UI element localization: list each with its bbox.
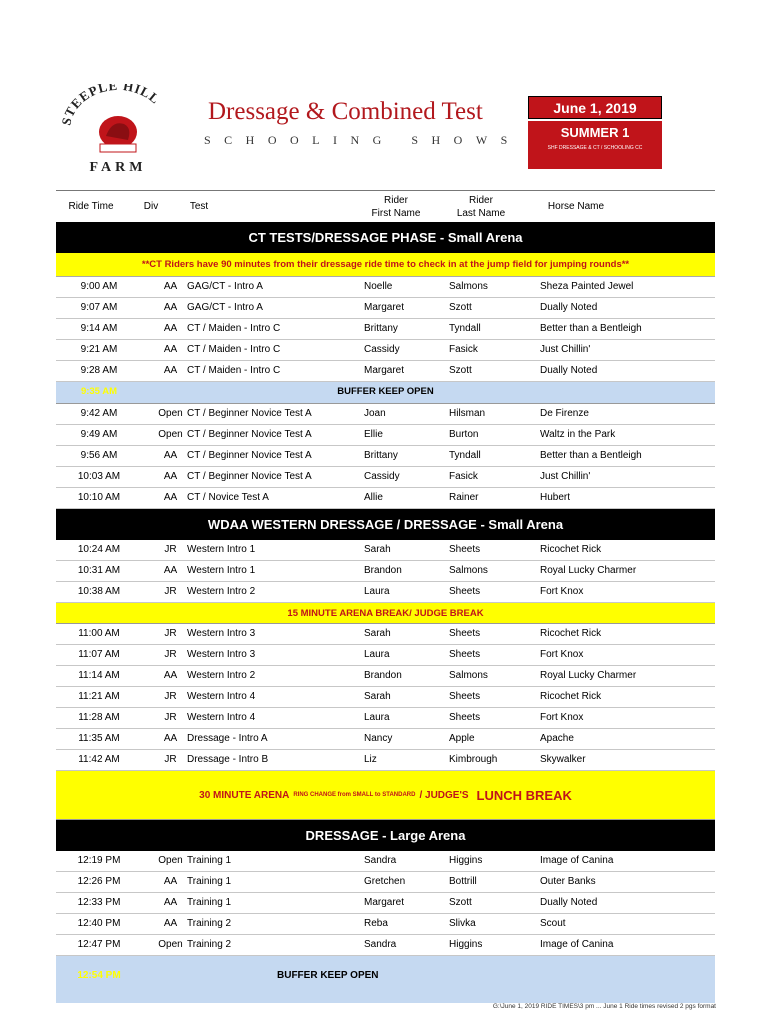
ride-time: 10:31 AM	[77, 565, 121, 576]
ride-time: 9:00 AM	[80, 281, 118, 292]
test-name: Western Intro 1	[187, 544, 256, 555]
rider-last-name: Tyndall	[449, 323, 481, 334]
ride-time: 9:56 AM	[80, 450, 118, 461]
division: JR	[164, 754, 177, 765]
rider-last-name: Salmons	[449, 565, 488, 576]
rider-first-name: Ellie	[364, 429, 383, 440]
farm-logo	[62, 84, 174, 176]
rider-first-name: Cassidy	[364, 344, 400, 355]
table-row	[56, 467, 715, 488]
rider-last-name: Sheets	[449, 628, 481, 639]
table-row	[56, 488, 715, 509]
rider-last-name: Burton	[449, 429, 479, 440]
ride-time: 9:42 AM	[80, 408, 118, 419]
division: AA	[163, 344, 178, 355]
rider-last-name: Sheets	[449, 544, 481, 555]
test-name: Western Intro 2	[187, 586, 256, 597]
test-name: Western Intro 3	[187, 628, 256, 639]
rider-first-name: Margaret	[364, 302, 405, 313]
table-row	[56, 446, 715, 467]
end-buffer-time: 12:54 PM	[77, 970, 121, 981]
horse-name: Royal Lucky Charmer	[540, 565, 637, 576]
horse-name: Scout	[540, 918, 566, 929]
section-ct: CT TESTS/DRESSAGE PHASE - Small Arena	[56, 222, 715, 253]
col-horse: Horse Name	[547, 201, 605, 213]
table-row	[56, 340, 715, 361]
horse-name: Outer Banks	[540, 876, 596, 887]
rider-first-name: Sarah	[364, 544, 391, 555]
test-name: Western Intro 4	[187, 691, 256, 702]
rider-last-name: Slivka	[449, 918, 476, 929]
division: JR	[164, 691, 177, 702]
horse-name: Apache	[540, 733, 574, 744]
horse-name: Ricochet Rick	[540, 628, 602, 639]
series-badge	[528, 121, 662, 169]
rider-first-name: Margaret	[364, 897, 405, 908]
horse-name: Dually Noted	[540, 302, 598, 313]
ride-time: 11:00 AM	[78, 628, 120, 639]
section-large-arena: DRESSAGE - Large Arena	[56, 820, 715, 851]
table-row	[56, 872, 715, 893]
ride-time: 12:33 PM	[77, 897, 121, 908]
table-row	[56, 582, 715, 603]
table-row	[56, 645, 715, 666]
ride-time: 9:14 AM	[80, 323, 118, 334]
table-row	[56, 277, 715, 298]
ride-time: 10:24 AM	[77, 544, 121, 555]
rider-first-name: Sandra	[364, 855, 397, 866]
rider-last-name: Rainer	[449, 492, 479, 503]
page-title: Dressage & Combined Test	[208, 98, 483, 125]
date-badge: June 1, 2019	[528, 96, 662, 119]
rider-first-name: Margaret	[364, 365, 405, 376]
rider-first-name: Gretchen	[364, 876, 406, 887]
rider-first-name: Sandra	[364, 939, 397, 950]
table-row	[56, 666, 715, 687]
rider-last-name: Hilsman	[449, 408, 486, 419]
horse-name: Hubert	[540, 492, 571, 503]
horse-name: Fort Knox	[540, 586, 584, 597]
horse-name: Royal Lucky Charmer	[540, 670, 637, 681]
ct-note: **CT Riders have 90 minutes from their dressage ride time to check in at the jump field for jumping rounds**	[56, 253, 715, 277]
column-header-row	[56, 190, 715, 223]
table-row	[56, 425, 715, 446]
rider-first-name: Sarah	[364, 628, 391, 639]
table-row	[56, 935, 715, 956]
ride-schedule	[56, 222, 715, 1003]
division: Open	[158, 855, 183, 866]
horse-name: Better than a Bentleigh	[540, 450, 642, 461]
rider-first-name: Brittany	[364, 323, 398, 334]
judge-break: 15 MINUTE ARENA BREAK/ JUDGE BREAK	[56, 603, 715, 624]
table-row	[56, 624, 715, 645]
ride-time: 12:47 PM	[77, 939, 121, 950]
rider-last-name: Sheets	[449, 649, 481, 660]
test-name: CT / Beginner Novice Test A	[187, 408, 312, 419]
rider-first-name: Joan	[364, 408, 386, 419]
table-row	[56, 708, 715, 729]
division: AA	[163, 450, 178, 461]
ride-time: 10:03 AM	[77, 471, 121, 482]
table-row	[56, 851, 715, 872]
svg-text:STEEPLE HILL: TEEPLE HILL	[62, 84, 164, 120]
rider-last-name: Salmons	[449, 281, 488, 292]
table-row	[56, 540, 715, 561]
horse-name: Ricochet Rick	[540, 544, 602, 555]
ride-time: 9:07 AM	[80, 302, 118, 313]
division: AA	[163, 323, 178, 334]
ride-time: 11:42 AM	[78, 754, 120, 765]
division: JR	[164, 712, 177, 723]
rider-first-name: Noelle	[364, 281, 393, 292]
test-name: CT / Maiden - Intro C	[187, 323, 281, 334]
division: AA	[163, 733, 178, 744]
test-name: Western Intro 2	[187, 670, 256, 681]
ride-time: 11:21 AM	[78, 691, 120, 702]
rider-first-name: Cassidy	[364, 471, 400, 482]
rider-last-name: Salmons	[449, 670, 488, 681]
test-name: Training 2	[187, 918, 232, 929]
table-row	[56, 893, 715, 914]
buffer-row	[56, 382, 715, 404]
rider-last-name: Sheets	[449, 586, 481, 597]
page-subtitle: SCHOOLING SHOWS	[204, 133, 521, 147]
test-name: Dressage - Intro B	[187, 754, 269, 765]
division: AA	[163, 365, 178, 376]
horse-name: Waltz in the Park	[540, 429, 616, 440]
rider-first-name: Nancy	[364, 733, 393, 744]
rider-first-name: Brandon	[364, 670, 402, 681]
rider-last-name: Bottrill	[449, 876, 477, 887]
test-name: CT / Maiden - Intro C	[187, 344, 281, 355]
rider-last-name: Fasick	[449, 471, 478, 482]
ride-time: 12:40 PM	[77, 918, 121, 929]
rider-first-name: Liz	[364, 754, 377, 765]
ride-time: 9:28 AM	[80, 365, 118, 376]
col-test: Test	[189, 201, 209, 213]
ride-time: 10:10 AM	[77, 492, 121, 503]
footer-path: G:\June 1, 2019 RIDE TIMES\3 pm ... June 1 Ride times revised 2 pgs format	[492, 1003, 716, 1010]
rider-last-name: Szott	[449, 302, 472, 313]
rider-last-name: Sheets	[449, 691, 481, 702]
table-row	[56, 561, 715, 582]
test-name: CT / Beginner Novice Test A	[187, 471, 312, 482]
table-row	[56, 298, 715, 319]
ride-time: 12:26 PM	[77, 876, 121, 887]
table-row	[56, 729, 715, 750]
horse-name: Image of Canina	[540, 939, 614, 950]
ride-time: 11:07 AM	[78, 649, 120, 660]
rider-first-name: Sarah	[364, 691, 391, 702]
rider-last-name: Tyndall	[449, 450, 481, 461]
svg-text:FARM: FARM	[89, 160, 147, 175]
horse-name: De Firenze	[540, 408, 589, 419]
buffer-time: 9:35 AM	[80, 386, 118, 397]
section-wdaa: WDAA WESTERN DRESSAGE / DRESSAGE - Small Arena	[56, 509, 715, 540]
horse-name: Fort Knox	[540, 649, 584, 660]
division: AA	[163, 302, 178, 313]
table-row	[56, 361, 715, 382]
horse-name: Dually Noted	[540, 897, 598, 908]
test-name: Dressage - Intro A	[187, 733, 268, 744]
rider-first-name: Brandon	[364, 565, 402, 576]
rider-last-name: Higgins	[449, 855, 483, 866]
division: AA	[163, 565, 178, 576]
ride-time: 9:49 AM	[80, 429, 118, 440]
division: AA	[163, 670, 178, 681]
test-name: CT / Beginner Novice Test A	[187, 450, 312, 461]
test-name: Training 1	[187, 855, 232, 866]
table-row	[56, 404, 715, 425]
division: AA	[163, 897, 178, 908]
table-row	[56, 750, 715, 771]
rider-first-name: Laura	[364, 586, 390, 597]
division: JR	[164, 649, 177, 660]
rider-last-name: Kimbrough	[449, 754, 498, 765]
horse-name: Sheza Painted Jewel	[540, 281, 634, 292]
horse-name: Image of Canina	[540, 855, 614, 866]
horse-name: Dually Noted	[540, 365, 598, 376]
division: JR	[164, 628, 177, 639]
rider-last-name: Fasick	[449, 344, 478, 355]
test-name: GAG/CT - Intro A	[187, 302, 263, 313]
end-buffer-label: BUFFER KEEP OPEN	[277, 970, 379, 981]
ride-time: 9:21 AM	[80, 344, 118, 355]
table-row	[56, 319, 715, 340]
table-row	[56, 687, 715, 708]
ride-time: 11:28 AM	[78, 712, 120, 723]
col-div: Div	[143, 201, 159, 213]
rider-last-name: Szott	[449, 897, 472, 908]
test-name: CT / Maiden - Intro C	[187, 365, 281, 376]
division: AA	[163, 876, 178, 887]
horse-name: Better than a Bentleigh	[540, 323, 642, 334]
ride-time: 11:14 AM	[78, 670, 120, 681]
test-name: Training 1	[187, 897, 232, 908]
test-name: Western Intro 1	[187, 565, 256, 576]
rider-first-name: Laura	[364, 649, 390, 660]
rider-last-name: Szott	[449, 365, 472, 376]
division: Open	[158, 939, 183, 950]
test-name: CT / Beginner Novice Test A	[187, 429, 312, 440]
rider-last-name: Sheets	[449, 712, 481, 723]
col-ride-time: Ride Time	[68, 201, 114, 213]
test-name: Western Intro 4	[187, 712, 256, 723]
test-name: Training 1	[187, 876, 232, 887]
buffer-label: BUFFER KEEP OPEN	[337, 386, 434, 397]
rider-last-name: Higgins	[449, 939, 483, 950]
division: Open	[158, 408, 183, 419]
series-label: SUMMER 1	[560, 125, 630, 140]
division: JR	[164, 544, 177, 555]
end-buffer-row	[56, 956, 715, 1003]
test-name: GAG/CT - Intro A	[187, 281, 263, 292]
horse-name: Fort Knox	[540, 712, 584, 723]
rider-first-name: Allie	[364, 492, 383, 503]
horse-name: Skywalker	[540, 754, 586, 765]
horse-name: Just Chillin'	[540, 471, 591, 482]
ride-time: 11:35 AM	[78, 733, 120, 744]
series-sublabel: SHF DRESSAGE & CT / SCHOOLING CC	[547, 145, 643, 151]
ride-time: 10:38 AM	[77, 586, 121, 597]
rider-last-name: Apple	[449, 733, 475, 744]
rider-first-name: Laura	[364, 712, 390, 723]
col-rider-last: Rider Last Name	[456, 194, 506, 219]
test-name: CT / Novice Test A	[187, 492, 269, 503]
division: AA	[163, 281, 178, 292]
rider-first-name: Brittany	[364, 450, 398, 461]
lunch-break: 30 MINUTE ARENA RING CHANGE from SMALL to STANDARD / JUDGE'S LUNCH BREAK	[56, 771, 715, 820]
test-name: Training 2	[187, 939, 232, 950]
ride-time: 12:19 PM	[77, 855, 121, 866]
col-rider-first: Rider First Name	[371, 194, 421, 219]
division: JR	[164, 586, 177, 597]
table-row	[56, 914, 715, 935]
horse-name: Just Chillin'	[540, 344, 591, 355]
division: Open	[158, 429, 183, 440]
division: AA	[163, 471, 178, 482]
rider-first-name: Reba	[364, 918, 388, 929]
horse-name: Ricochet Rick	[540, 691, 602, 702]
test-name: Western Intro 3	[187, 649, 256, 660]
division: AA	[163, 918, 178, 929]
division: AA	[163, 492, 178, 503]
